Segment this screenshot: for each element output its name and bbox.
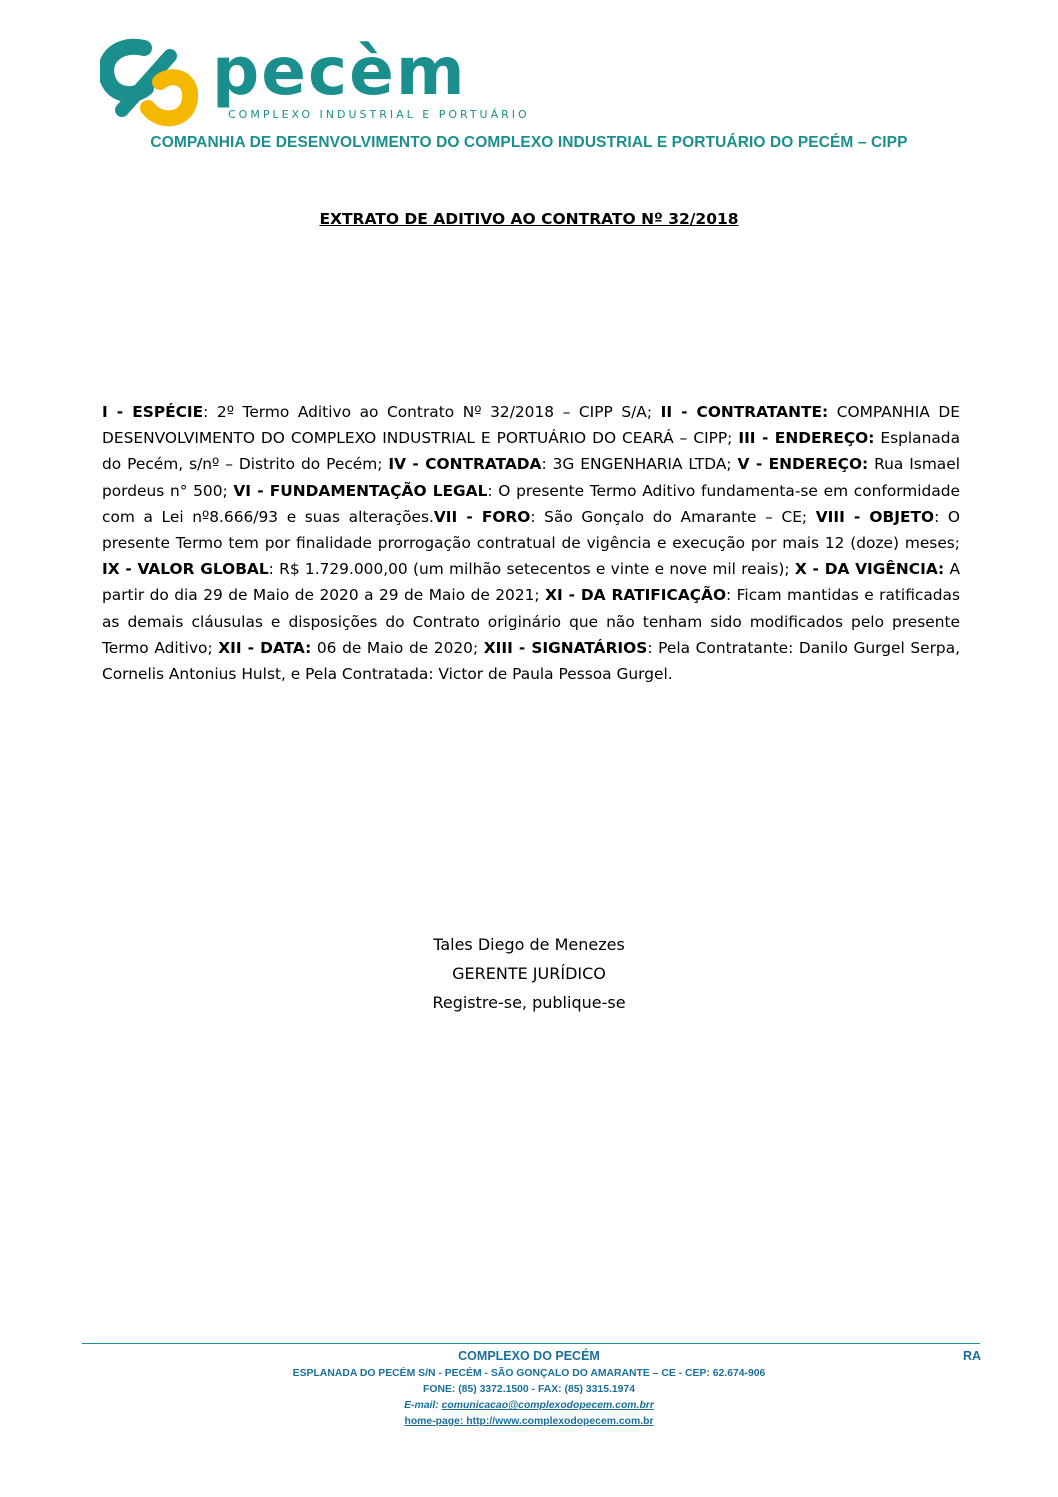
document-title: EXTRATO DE ADITIVO AO CONTRATO Nº 32/2018	[319, 210, 739, 228]
clause-label: X - DA VIGÊNCIA:	[794, 560, 945, 579]
clause-label: IX - VALOR GLOBAL	[102, 560, 269, 579]
clause-label: I - ESPÉCIE	[102, 403, 204, 421]
footer-initials: RA	[963, 1349, 982, 1363]
homepage-link[interactable]: home-page: http://www.complexodopecem.com.br	[404, 1416, 654, 1427]
email-link[interactable]: comunicacao@complexodopecem.com.brr	[441, 1400, 654, 1411]
clause-text: : O presente Termo tem por finalidade prorrogação contratual de vigência e execução por mais 12 (doze) meses;	[102, 507, 960, 553]
clause-label: XII - DATA:	[218, 638, 312, 657]
clause-label: VI - FUNDAMENTAÇÃO LEGAL	[233, 481, 488, 500]
clause-label: V - ENDEREÇO:	[737, 455, 869, 474]
pecem-logo-mark-icon	[100, 38, 210, 128]
logo-subtitle: COMPLEXO INDUSTRIAL E PORTUÁRIO	[228, 108, 530, 121]
footer-email: E-mail: comunicacao@complexodopecem.com.brr	[404, 1400, 654, 1411]
footer-divider	[82, 1343, 980, 1344]
clause-label: IV - CONTRATADA	[388, 455, 542, 474]
company-name: COMPANHIA DE DESENVOLVIMENTO DO COMPLEXO INDUSTRIAL E PORTUÁRIO DO PECÉM – CIPP	[150, 134, 908, 151]
clause-text: Rua Ismael pordeus n° 500;	[102, 455, 960, 500]
publication-note: Registre-se, publique-se	[432, 993, 626, 1012]
signer-role: GERENTE JURÍDICO	[452, 964, 606, 983]
signer-name: Tales Diego de Menezes	[433, 935, 625, 954]
logo-wordmark: pecèm	[212, 33, 467, 110]
footer-address: ESPLANADA DO PECÉM S/N - PECÉM - SÃO GONÇALO DO AMARANTE – CE - CEP: 62.674-906	[292, 1368, 766, 1379]
clause-label: II - CONTRATANTE:	[660, 403, 829, 421]
clause-label: III - ENDEREÇO:	[738, 429, 875, 448]
clause-text: : 2º Termo Aditivo ao Contrato Nº 32/2018 – CIPP S/A;	[203, 403, 661, 421]
clause-label: XI - DA RATIFICAÇÃO	[545, 586, 727, 605]
clause-label: VIII - OBJETO	[815, 507, 935, 526]
clause-text: : O presente Termo Aditivo fundamenta-se em conformidade com a Lei nº8.666/93 e suas alterações.	[102, 481, 960, 526]
clause-text: A partir do dia 29 de Maio de 2020 a 29 de Maio de 2021;	[102, 560, 960, 605]
clause-text: COMPANHIA DE DESENVOLVIMENTO DO COMPLEXO INDUSTRIAL E PORTUÁRIO DO CEARÁ – CIPP;	[102, 403, 960, 448]
clause-text: Esplanada do Pecém, s/nº – Distrito do Pecém;	[102, 429, 960, 474]
footer-homepage	[0, 1416, 1058, 1427]
footer-phone: FONE: (85) 3372.1500 - FAX: (85) 3315.1974	[423, 1384, 635, 1395]
contract-extract-body	[102, 399, 960, 687]
clause-text: : 3G ENGENHARIA LTDA;	[541, 455, 738, 474]
signature-block	[0, 930, 1058, 1017]
clause-label: VII - FORO	[433, 507, 531, 526]
clause-text: : Ficam mantidas e ratificadas as demais cláusulas e disposições do Contrato originário que não tenham sido modificados pelo presente Termo Aditivo;	[102, 586, 960, 657]
clause-text: : R$ 1.729.000,00 (um milhão setecentos e vinte e nove mil reais);	[268, 560, 795, 579]
clause-text: : São Gonçalo do Amarante – CE;	[530, 507, 816, 526]
clause-text: : Pela Contratante: Danilo Gurgel Serpa, Cornelis Antonius Hulst, e Pela Contratada: Victor de Paula Pessoa Gurgel.	[102, 638, 961, 684]
clause-text: 06 de Maio de 2020;	[311, 638, 484, 657]
footer-title: COMPLEXO DO PECÉM	[458, 1349, 600, 1363]
clause-label: XIII - SIGNATÁRIOS	[483, 638, 648, 657]
pecem-logo	[100, 33, 530, 128]
